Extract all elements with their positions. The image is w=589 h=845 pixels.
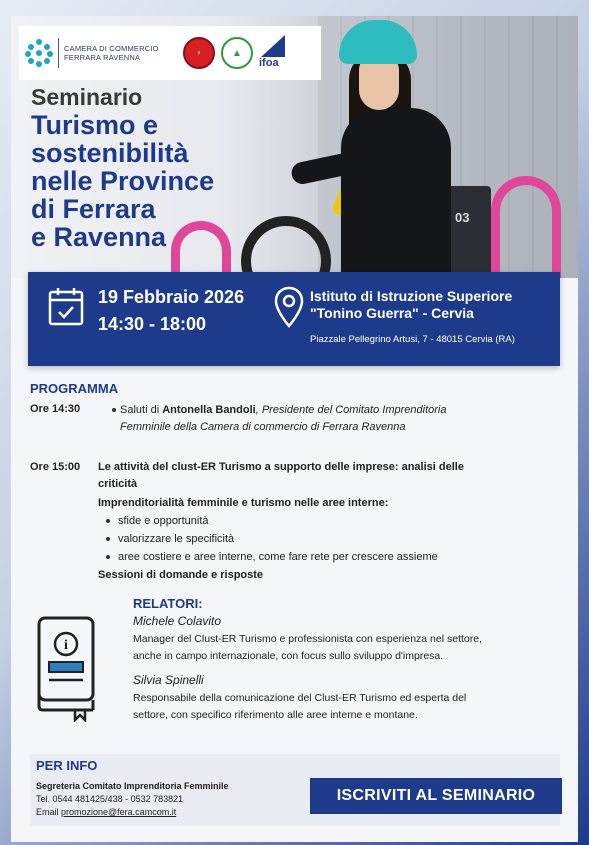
speaker-name: Silvia Spinelli — [133, 673, 204, 687]
imprenditoria-femminile-logo: ♀ — [183, 37, 215, 69]
slot1-body: Saluti di Antonella Bandoli, Presidente del Comitato Imprenditoria Femminile della Camera di commercio di Ferrara Ravenna — [104, 401, 560, 436]
venue-name-line2: "Tonino Guerra" - Cervia — [310, 305, 474, 321]
speaker-entry — [133, 614, 561, 665]
turismo-logo: ▲ — [221, 37, 253, 69]
event-banner — [28, 272, 560, 366]
venue-address: Piazzale Pellegrino Artusi, 7 - 48015 Cervia (RA) — [310, 334, 515, 345]
speaker-bio: Responsabile della comunicazione del Clust-ER Turismo ed esperta del settore, con specifico riferimento alle aree interne e montane. — [133, 692, 467, 721]
contact-org: Segreteria Comitato Imprenditoria Femminile — [36, 781, 229, 791]
contact-phone: Tel. 0544 481425/438 - 0532 783821 — [36, 794, 184, 804]
event-date: 19 Febbraio 2026 — [98, 287, 245, 307]
slot2-title: Le attività del clust-ER Turismo a supporto delle imprese: analisi delle — [98, 461, 464, 473]
chamber-of-commerce-logo — [25, 38, 177, 68]
contact-email-row: Email promozione@fera.camcom.it — [36, 807, 177, 817]
chamber-name-line1: CAMERA DI COMMERCIO — [64, 43, 159, 53]
info-book-icon — [33, 614, 99, 722]
slot1-time: Ore 14:30 — [30, 403, 81, 415]
slot2-body: Le attività del clust-ER Turismo a supporto delle imprese: analisi delle criticità Imprenditorialità femminile e turismo nelle aree interne: sfide e opportunità valorizzare le specificità aree costiere e aree interne, come fare rete per crescere assieme Sessioni di domande e risposte — [98, 459, 560, 584]
slot1-greeting: Saluti di Antonella Bandoli, Presidente del Comitato Imprenditoria — [104, 401, 560, 419]
flyer-page — [11, 16, 578, 842]
speaker-name: Michele Colavito — [133, 614, 222, 628]
location-pin-icon — [274, 286, 304, 328]
partner-logos — [19, 26, 321, 80]
hero-photo — [11, 16, 578, 278]
speaker-entry — [133, 673, 561, 724]
bike-rack — [491, 176, 561, 278]
calendar-check-icon — [48, 286, 84, 326]
ifoa-logo: ifoa — [259, 33, 289, 73]
list-item: valorizzare le specificità — [98, 530, 560, 548]
kicker: Seminario — [31, 84, 143, 110]
programma-heading: PROGRAMMA — [30, 381, 119, 396]
post-number: 03 — [455, 210, 470, 225]
svg-text:i: i — [64, 638, 68, 653]
list-item: aree costiere e aree interne, come fare rete per crescere assieme — [98, 548, 560, 566]
chamber-name-line2: FERRARA RAVENNA — [64, 53, 141, 62]
contact-email-link[interactable]: promozione@fera.camcom.it — [61, 807, 177, 817]
register-button[interactable]: ISCRIVITI AL SEMINARIO — [310, 778, 562, 814]
info-footer — [30, 754, 560, 826]
title-block — [31, 84, 214, 251]
slot2-subtitle: Imprenditorialità femminile e turismo nelle aree interne: — [98, 497, 389, 509]
speaker-bio: Manager del Clust-ER Turismo e professionista con esperienza nel settore, anche in campo internazionale, con focus sullo sviluppo d'impresa. — [133, 633, 483, 662]
greeting-speaker: Antonella Bandoli — [162, 404, 256, 416]
relatori-section — [133, 596, 561, 724]
venue-name-line1: Istituto di Istruzione Superiore — [310, 288, 513, 304]
page-title: Turismo e sostenibilità nelle Province di Ferrara e Ravenna — [31, 110, 215, 252]
chamber-mark-icon — [25, 39, 53, 67]
event-time: 14:30 - 18:00 — [98, 314, 207, 334]
list-item: sfide e opportunità — [98, 512, 560, 530]
slot2-time: Ore 15:00 — [30, 461, 81, 473]
per-info-heading: PER INFO — [36, 758, 98, 773]
relatori-heading: RELATORI: — [133, 596, 203, 611]
slot2-closing: Sessioni di domande e risposte — [98, 569, 264, 581]
